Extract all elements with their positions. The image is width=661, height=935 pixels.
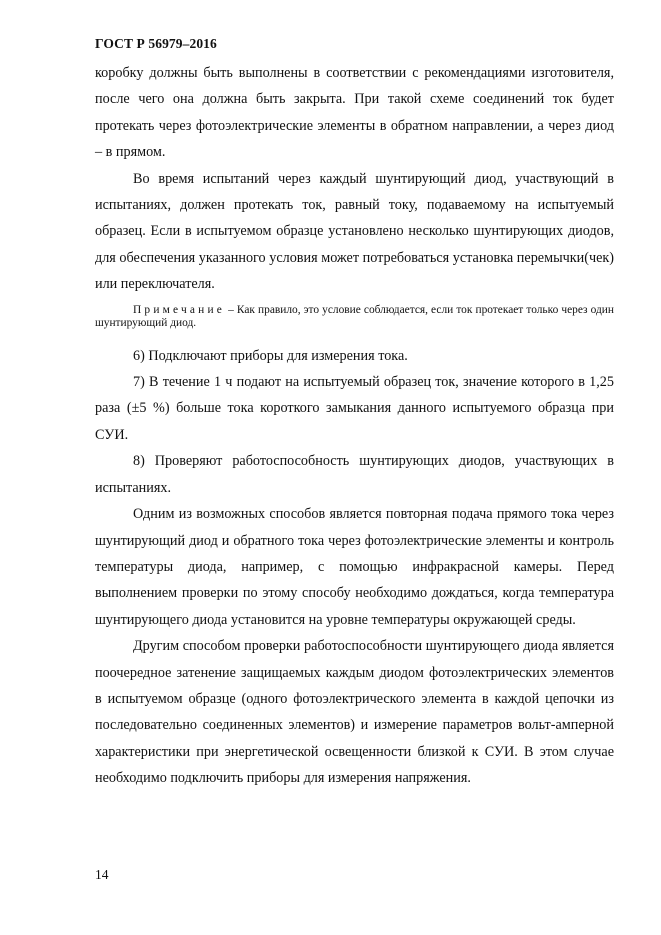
paragraph-step-6: 6) Подключают приборы для измерения тока. [133,347,408,364]
paragraph-step-7: 7) В течение 1 ч подают на испытуемый образец ток, значение которого в 1,25 раза (±5 %) больше тока короткого замыкания данного испытуемого образца при СУИ. [95,374,614,443]
paragraph-continuation: коробку должны быть выполнены в соответствии с рекомендациями изготовителя, после чего она должна быть закрыта. При такой схеме соединений ток будет протекать через фотоэлектрические элементы в обратном направлении, а через диод – в прямом. [95,65,614,161]
document-body [95,60,614,792]
paragraph-method-1: Одним из возможных способов является повторная подача прямого тока через шунтирующий диод и обратного тока через фотоэлектрические элементы и контроль температуры диода, например, с помощью инфракрасной камеры. Перед выполнением проверки по этому способу необходимо дождаться, когда температура шунтирующего диода установится на уровне температуры окружающей среды. [95,506,614,628]
note [95,304,614,331]
paragraph-step-8: 8) Проверяют работоспособность шунтирующих диодов, участвующих в испытаниях. [95,453,614,496]
paragraph-test-conditions: Во время испытаний через каждый шунтирующий диод, участвующий в испытаниях, должен протекать ток, равный току, подаваемому на испытуемый образец. Если в испытуемом образце установлено несколько шунтирующих диодов, для обеспечения указанного условия может потребоваться установка перемычки(чек) или переключателя. [95,170,614,293]
page-number: 14 [95,867,109,882]
note-text: – Как правило, это условие соблюдается, если ток протекает только через один шунтирующий диод. [95,303,614,330]
document-header: ГОСТ Р 56979–2016 [95,36,217,51]
paragraph-method-2: Другим способом проверки работоспособности шунтирующего диода является поочередное затенение защищаемых каждым диодом фотоэлектрических элементов в испытуемом образце (одного фотоэлектрического элемента в каждой цепочки из последовательно соединенных элементов) и измерение параметров вольт-амперной характеристики при энергетической освещенности близкой к СУИ. В этом случае необходимо подключить приборы для измерения напряжения. [95,638,614,787]
note-label: Примечание [133,303,226,316]
